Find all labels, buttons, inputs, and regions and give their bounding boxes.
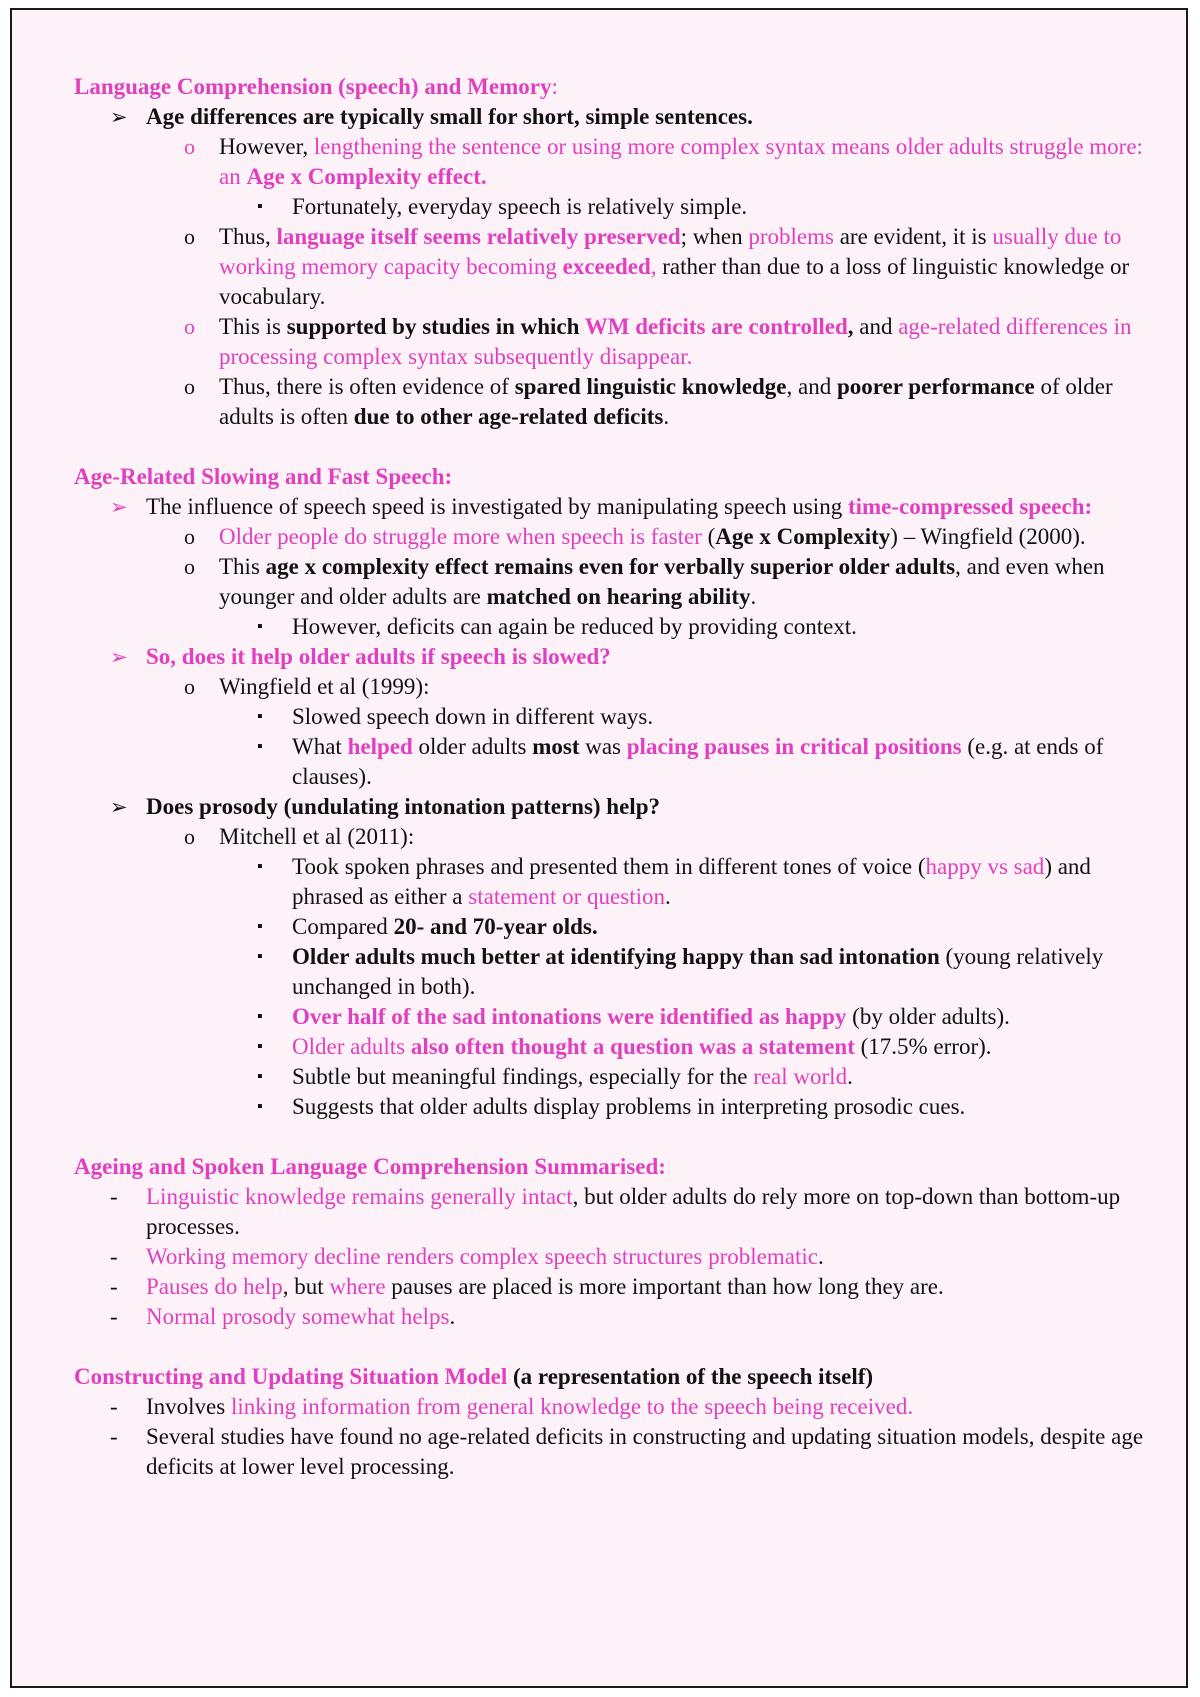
list-item: - Normal prosody somewhat helps. [74,1302,1144,1332]
document-page [10,8,1188,1688]
document-content [74,72,1144,1512]
arrow-bullet-icon: ➢ [110,495,128,519]
circle-bullet-icon: o [184,224,195,249]
section-summary [74,1152,1144,1332]
section-heading: Constructing and Updating Situation Model (a representation of the speech itself) [74,1364,874,1389]
list-item: ➢ The influence of speech speed is investigated by manipulating speech using time-compressed speech: [74,492,1144,522]
list-item: o Older people do struggle more when speech is faster (Age x Complexity) – Wingfield (2000). [74,522,1144,552]
section-language-comprehension [74,72,1144,432]
list-item: ➢ Does prosody (undulating intonation patterns) help? [74,792,1144,822]
list-item: ▪ Compared 20- and 70-year olds. [74,912,1144,942]
arrow-bullet-icon: ➢ [110,105,128,129]
list-item: o Wingfield et al (1999): [74,672,1144,702]
square-bullet-icon: ▪ [257,708,263,725]
section-heading: Language Comprehension (speech) and Memory: [74,74,558,99]
list-item: ▪ What helped older adults most was placing pauses in critical positions (e.g. at ends of clauses). [257,734,1104,789]
circle-bullet-icon: o [184,554,195,579]
square-bullet-icon: ▪ [257,858,263,875]
list-item: ▪ Fortunately, everyday speech is relatively simple. [74,192,1144,222]
square-bullet-icon: ▪ [257,918,263,935]
square-bullet-icon: ▪ [257,1038,263,1055]
list-item: ▪ However, deficits can again be reduced by providing context. [74,612,1144,642]
arrow-bullet-icon: ➢ [110,645,128,669]
list-item: ▪ Subtle but meaningful findings, especially for the real world. [74,1062,1144,1092]
list-item: ▪ Over half of the sad intonations were identified as happy (by older adults). [74,1002,1144,1032]
section-situation-model [74,1362,1144,1482]
list-item: ▪ Slowed speech down in different ways. [74,702,1144,732]
square-bullet-icon: ▪ [257,738,263,755]
square-bullet-icon: ▪ [257,1068,263,1085]
list-item: - Several studies have found no age-related deficits in constructing and updating situation models, despite age deficits at lower level processing. [110,1424,1144,1479]
list-item: o Thus, there is often evidence of spared linguistic knowledge, and poorer performance of older adults is often due to other age-related deficits. [184,374,1113,429]
square-bullet-icon: ▪ [257,618,263,635]
dash-bullet-icon: - [110,1394,118,1419]
circle-bullet-icon: o [184,314,195,339]
list-item: ▪ Took spoken phrases and presented them in different tones of voice (happy vs sad) and phrased as either a statement or question. [257,854,1091,909]
list-item: - Involves linking information from general knowledge to the speech being received. [74,1392,1144,1422]
list-item: ➢ So, does it help older adults if speech is slowed? [74,642,1144,672]
section-age-related-slowing [74,462,1144,1122]
list-item: o However, lengthening the sentence or using more complex syntax means older adults struggle more: an Age x Complexity effect. [184,134,1143,189]
list-item: ▪ Older adults much better at identifying happy than sad intonation (young relatively unchanged in both). [257,944,1104,999]
list-item: o Mitchell et al (2011): [74,822,1144,852]
section-heading: Age-Related Slowing and Fast Speech: [74,464,453,489]
section-heading: Ageing and Spoken Language Comprehension Summarised: [74,1154,666,1179]
square-bullet-icon: ▪ [257,1098,263,1115]
list-item: - Working memory decline renders complex speech structures problematic. [74,1242,1144,1272]
list-item: - Pauses do help, but where pauses are placed is more important than how long they are. [74,1272,1144,1302]
dash-bullet-icon: - [110,1274,118,1299]
square-bullet-icon: ▪ [257,1008,263,1025]
circle-bullet-icon: o [184,134,195,159]
list-item: ▪ Suggests that older adults display problems in interpreting prosodic cues. [74,1092,1144,1122]
list-item: ➢ Age differences are typically small for short, simple sentences. [74,102,1144,132]
list-item: o This age x complexity effect remains even for verbally superior older adults, and even when younger and older adults are matched on hearing ability. [184,554,1105,609]
dash-bullet-icon: - [110,1244,118,1269]
arrow-bullet-icon: ➢ [110,795,128,819]
list-item: ▪ Older adults also often thought a question was a statement (17.5% error). [74,1032,1144,1062]
square-bullet-icon: ▪ [257,948,263,965]
list-item: o Thus, language itself seems relatively preserved; when problems are evident, it is usually due to working memory capacity becoming exceeded, rather than due to a loss of linguistic knowledge or vocabulary. [184,224,1130,309]
dash-bullet-icon: - [110,1304,118,1329]
dash-bullet-icon: - [110,1424,118,1449]
list-item: - Linguistic knowledge remains generally intact, but older adults do rely more on top-down than bottom-up processes. [110,1184,1121,1239]
list-item: o This is supported by studies in which WM deficits are controlled, and age-related differences in processing complex syntax subsequently disappear. [184,314,1132,369]
circle-bullet-icon: o [184,524,195,549]
dash-bullet-icon: - [110,1184,118,1209]
circle-bullet-icon: o [184,674,195,699]
circle-bullet-icon: o [184,374,195,399]
square-bullet-icon: ▪ [257,198,263,215]
circle-bullet-icon: o [184,824,195,849]
